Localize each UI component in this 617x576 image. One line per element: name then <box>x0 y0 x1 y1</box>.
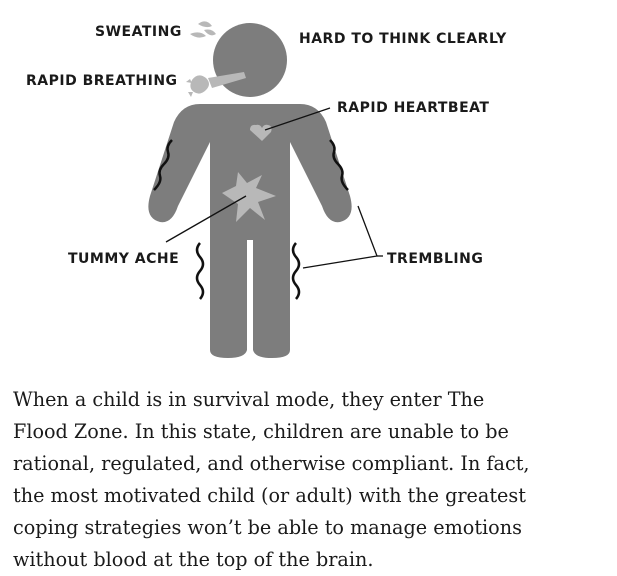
label-tummy-ache: TUMMY ACHE <box>68 251 180 267</box>
label-rapid-heartbeat: RAPID HEARTBEAT <box>337 100 490 116</box>
label-rapid-breathing: RAPID BREATHING <box>26 73 178 89</box>
label-trembling: TREMBLING <box>387 251 484 267</box>
body-paragraph: When a child is in survival mode, they enter The Flood Zone. In this state, children are unable to be rational, regulated, and otherwise compliant. In fact, the most motivated child (or adult) with the greatest coping strategies won’t be able to manage emotions without blood at the top of the brain. <box>13 388 530 571</box>
head <box>213 23 287 97</box>
sweat-drops-icon <box>190 21 216 37</box>
label-sweating: SWEATING <box>95 24 182 40</box>
label-hard-to-think: HARD TO THINK CLEARLY <box>299 31 507 47</box>
body <box>148 104 351 358</box>
breath-cloud-icon <box>186 75 209 97</box>
